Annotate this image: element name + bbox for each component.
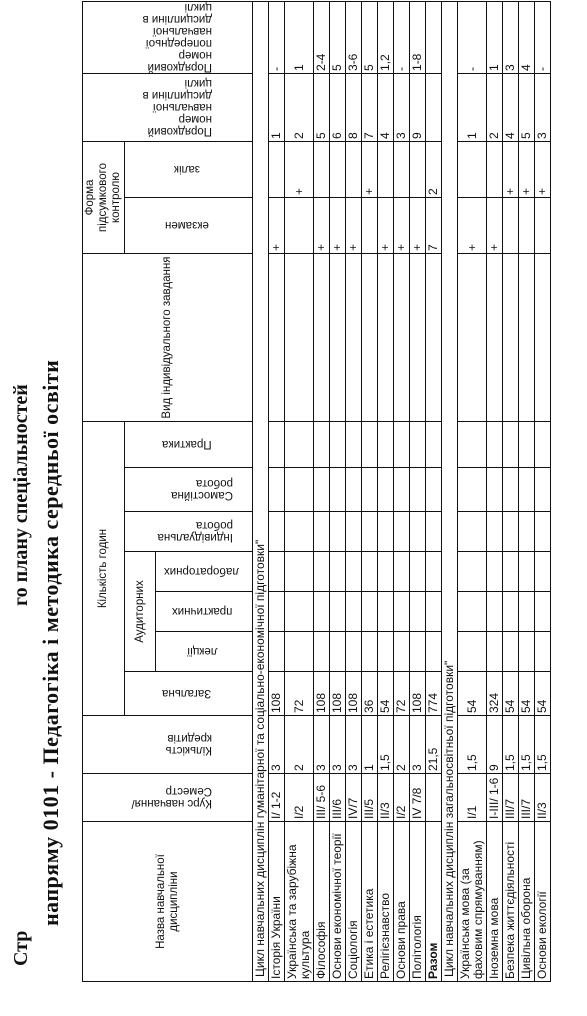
table-row: [285, 1, 314, 981]
cell-individual-task: [426, 254, 442, 422]
cell-prev: 3: [503, 1, 519, 73]
cell-total: 36: [362, 672, 378, 716]
header-hours-group: Кількість годин: [83, 422, 125, 716]
cell-credits: 2: [394, 716, 410, 774]
cell-practical: [330, 592, 346, 632]
header-name: Назва навчальної дисципліни: [83, 822, 253, 982]
cell-credits: 1,5: [535, 716, 551, 774]
table-row: [458, 1, 487, 981]
cell-lab: [426, 552, 442, 592]
cell-order: 5: [519, 73, 535, 141]
cell-zalik: [487, 141, 503, 197]
cell-credits: 3: [410, 716, 426, 774]
section-header-humanities: [253, 1, 269, 981]
cell-lab: [346, 552, 362, 592]
cell-prev: -: [269, 1, 285, 73]
cell-individual-task: [269, 254, 285, 422]
cell-practical: [346, 592, 362, 632]
table-row: [535, 1, 551, 981]
cell-practice: [535, 422, 551, 468]
cell-practice: [269, 422, 285, 468]
curriculum-table: [82, 1, 551, 982]
cell-course: IV 7/8: [410, 774, 426, 822]
cell-practical: [394, 592, 410, 632]
cell-lectures: [314, 632, 330, 672]
header-zalik: залік: [125, 141, 253, 197]
cell-lectures: [426, 632, 442, 672]
cell-course: II/3: [535, 774, 551, 822]
cell-credits: 2: [285, 716, 314, 774]
header-credits: Кількість кредитів: [83, 716, 253, 774]
cell-course: [426, 774, 442, 822]
header-practical: практичних: [156, 592, 253, 632]
cell-practice: [378, 422, 394, 468]
cell-lectures: [487, 632, 503, 672]
cell-individual-work: [330, 512, 346, 552]
header-order-in-cycle: Порядковий номер навчальної дисципліни в циклі: [83, 73, 253, 141]
cell-individual-work: [314, 512, 330, 552]
cell-exam: [503, 198, 519, 254]
cell-self-work: [519, 468, 535, 512]
cell-lab: [535, 552, 551, 592]
table-row: [362, 1, 378, 981]
cell-order: 1: [458, 73, 487, 141]
cell-self-work: [535, 468, 551, 512]
header-lab: лабораторних: [156, 552, 253, 592]
cell-name: Історія України: [269, 822, 285, 982]
cell-lab: [487, 552, 503, 592]
cell-self-work: [503, 468, 519, 512]
cell-credits: 3: [314, 716, 330, 774]
cell-credits: 3: [346, 716, 362, 774]
cell-credits: 9: [487, 716, 503, 774]
cell-prev: -: [458, 1, 487, 73]
cell-lectures: [503, 632, 519, 672]
cell-course: I/2: [394, 774, 410, 822]
cell-course: II/3: [378, 774, 394, 822]
table-row: [314, 1, 330, 981]
cell-zalik: [346, 141, 362, 197]
cell-individual-work: [394, 512, 410, 552]
cell-name: Релігієзнавство: [378, 822, 394, 982]
cell-individual-task: [535, 254, 551, 422]
cell-practice: [458, 422, 487, 468]
cell-lectures: [394, 632, 410, 672]
cell-practice: [346, 422, 362, 468]
cell-practice: [285, 422, 314, 468]
cell-name: Українська та зарубіжна культура: [285, 822, 314, 982]
table-row: [330, 1, 346, 981]
cell-individual-work: [487, 512, 503, 552]
table-row: [269, 1, 285, 981]
cell-name: Основи економічної теорії: [330, 822, 346, 982]
cell-prev: 1: [487, 1, 503, 73]
table-row: [378, 1, 394, 981]
cell-exam: [535, 198, 551, 254]
cell-practice: [362, 422, 378, 468]
cell-lectures: [410, 632, 426, 672]
cell-order: 3: [394, 73, 410, 141]
header-course: Курс навчання/ Семестр: [83, 774, 253, 822]
cell-prev: 2-4: [314, 1, 330, 73]
cell-zalik: +: [285, 141, 314, 197]
cell-exam: +: [378, 198, 394, 254]
cell-practical: [410, 592, 426, 632]
header-order-prerequisite: Порядковий номер попередньої навчальної дисципліни в циклі: [83, 1, 253, 73]
cell-individual-work: [378, 512, 394, 552]
cell-zalik: 2: [426, 141, 442, 197]
cell-practice: [426, 422, 442, 468]
cell-credits: 3: [330, 716, 346, 774]
cell-course: III/7: [503, 774, 519, 822]
cell-individual-task: [330, 254, 346, 422]
cell-exam: +: [410, 198, 426, 254]
cell-prev: 4: [519, 1, 535, 73]
cell-self-work: [458, 468, 487, 512]
cell-order: 2: [487, 73, 503, 141]
cell-zalik: +: [503, 141, 519, 197]
cell-lectures: [330, 632, 346, 672]
cell-practical: [519, 592, 535, 632]
cell-individual-task: [410, 254, 426, 422]
cell-exam: [519, 198, 535, 254]
cell-individual-work: [285, 512, 314, 552]
cell-lab: [410, 552, 426, 592]
table-row: [394, 1, 410, 981]
cell-lab: [330, 552, 346, 592]
cell-lab: [269, 552, 285, 592]
cell-individual-work: [426, 512, 442, 552]
header-self-work: Самостійна робота: [125, 468, 253, 512]
cell-order: 7: [362, 73, 378, 141]
cell-course: III/ 5-6: [314, 774, 330, 822]
cell-lectures: [519, 632, 535, 672]
cell-practical: [535, 592, 551, 632]
cell-individual-work: [503, 512, 519, 552]
cell-name: Філософія: [314, 822, 330, 982]
cell-individual-work: [535, 512, 551, 552]
cell-lab: [285, 552, 314, 592]
cell-lab: [362, 552, 378, 592]
cell-individual-work: [346, 512, 362, 552]
cell-name: Етика і естетика: [362, 822, 378, 982]
table-body: [253, 1, 551, 981]
cell-exam: +: [314, 198, 330, 254]
cell-exam: +: [394, 198, 410, 254]
table-row: [503, 1, 519, 981]
cell-practical: [426, 592, 442, 632]
cell-name: Основи екології: [535, 822, 551, 982]
cell-zalik: +: [519, 141, 535, 197]
cell-practical: [314, 592, 330, 632]
cell-exam: [285, 198, 314, 254]
cell-order: 5: [314, 73, 330, 141]
cell-zalik: [269, 141, 285, 197]
header-individual-work: Індивідуальна робота: [125, 512, 253, 552]
cell-practical: [503, 592, 519, 632]
cell-total: 108: [269, 672, 285, 716]
title-line-2: напряму 0101 - Педагогіка і методика середньої освіти: [38, 359, 63, 926]
cell-lectures: [535, 632, 551, 672]
cell-practical: [458, 592, 487, 632]
cell-individual-work: [458, 512, 487, 552]
cell-total: 54: [519, 672, 535, 716]
cell-self-work: [487, 468, 503, 512]
cell-course: III/6: [330, 774, 346, 822]
cell-self-work: [378, 468, 394, 512]
cell-practice: [410, 422, 426, 468]
cell-individual-work: [519, 512, 535, 552]
cell-credits: 3: [269, 716, 285, 774]
cell-total: 54: [503, 672, 519, 716]
cell-course: III/5: [362, 774, 378, 822]
cell-credits: 1,5: [458, 716, 487, 774]
section-header-humanities-label: Цикл навчальних дисциплін гуманітарної та соціально-економічної підготовки": [253, 1, 269, 981]
cell-self-work: [394, 468, 410, 512]
cell-prev: 1,2: [378, 1, 394, 73]
cell-individual-task: [487, 254, 503, 422]
cell-practical: [285, 592, 314, 632]
header-practice: Практика: [125, 422, 253, 468]
cell-zalik: [314, 141, 330, 197]
cell-course: I/1: [458, 774, 487, 822]
cell-prev: 5: [362, 1, 378, 73]
cell-total: 54: [378, 672, 394, 716]
cell-total: 324: [487, 672, 503, 716]
section-header-general-label: Цикл навчальних дисциплін загальносвітньої підготовки": [442, 1, 458, 981]
cell-individual-task: [519, 254, 535, 422]
header-exam: екзамен: [125, 198, 253, 254]
cell-practical: [378, 592, 394, 632]
cell-practical: [362, 592, 378, 632]
title-line-1-right: го плану спеціальностей: [10, 384, 32, 606]
cell-self-work: [426, 468, 442, 512]
cell-order: 2: [285, 73, 314, 141]
cell-lab: [314, 552, 330, 592]
cell-lab: [503, 552, 519, 592]
cell-lectures: [346, 632, 362, 672]
cell-lectures: [378, 632, 394, 672]
cell-name: Безпека життєдіяльності: [503, 822, 519, 982]
cell-exam: +: [269, 198, 285, 254]
cell-name: Цивільна оборона: [519, 822, 535, 982]
cell-name: Основи права: [394, 822, 410, 982]
cell-individual-task: [362, 254, 378, 422]
cell-lab: [394, 552, 410, 592]
cell-practice: [330, 422, 346, 468]
title-line-1-left: Стр: [10, 930, 32, 966]
cell-lectures: [285, 632, 314, 672]
cell-individual-task: [458, 254, 487, 422]
cell-individual-work: [410, 512, 426, 552]
cell-total: 54: [535, 672, 551, 716]
cell-total: 108: [330, 672, 346, 716]
cell-lab: [458, 552, 487, 592]
cell-practice: [394, 422, 410, 468]
cell-exam: [362, 198, 378, 254]
cell-prev: [426, 1, 442, 73]
cell-individual-task: [503, 254, 519, 422]
cell-order: 4: [378, 73, 394, 141]
cell-prev: 1: [285, 1, 314, 73]
cell-zalik: [330, 141, 346, 197]
cell-lab: [378, 552, 394, 592]
table-row: [487, 1, 503, 981]
cell-course: III/7: [519, 774, 535, 822]
cell-individual-work: [269, 512, 285, 552]
cell-individual-task: [314, 254, 330, 422]
cell-self-work: [362, 468, 378, 512]
cell-credits: 1,5: [378, 716, 394, 774]
cell-practical: [487, 592, 503, 632]
header-total: Загальна: [125, 672, 253, 716]
cell-practice: [519, 422, 535, 468]
cell-total: 54: [458, 672, 487, 716]
cell-course: IV/7: [346, 774, 362, 822]
header-individual-task: Вид індивідуального завдання: [83, 254, 253, 422]
cell-individual-task: [394, 254, 410, 422]
cell-name: Іноземна мова: [487, 822, 503, 982]
cell-exam: +: [458, 198, 487, 254]
cell-zalik: [410, 141, 426, 197]
cell-exam: 7: [426, 198, 442, 254]
cell-credits: 21,5: [426, 716, 442, 774]
cell-self-work: [346, 468, 362, 512]
table-row: [426, 1, 442, 981]
cell-zalik: [378, 141, 394, 197]
cell-order: 9: [410, 73, 426, 141]
cell-practice: [503, 422, 519, 468]
cell-total: 774: [426, 672, 442, 716]
cell-course: I/2: [285, 774, 314, 822]
cell-zalik: [458, 141, 487, 197]
cell-order: 6: [330, 73, 346, 141]
header-auditory: Аудиторних: [125, 552, 156, 672]
table-row: [346, 1, 362, 981]
cell-exam: +: [330, 198, 346, 254]
cell-credits: 1: [362, 716, 378, 774]
title-block: [0, 0, 70, 1016]
cell-prev: 1-8: [410, 1, 426, 73]
cell-practice: [487, 422, 503, 468]
cell-lab: [519, 552, 535, 592]
cell-lectures: [269, 632, 285, 672]
cell-total: 72: [394, 672, 410, 716]
cell-name: Разом: [426, 822, 442, 982]
cell-practice: [314, 422, 330, 468]
cell-zalik: +: [362, 141, 378, 197]
cell-prev: -: [535, 1, 551, 73]
cell-self-work: [314, 468, 330, 512]
cell-total: 72: [285, 672, 314, 716]
cell-order: 4: [503, 73, 519, 141]
cell-self-work: [269, 468, 285, 512]
cell-lectures: [362, 632, 378, 672]
table-row: [410, 1, 426, 981]
cell-individual-work: [362, 512, 378, 552]
cell-individual-task: [285, 254, 314, 422]
cell-zalik: [394, 141, 410, 197]
cell-total: 108: [314, 672, 330, 716]
cell-prev: -: [394, 1, 410, 73]
cell-self-work: [330, 468, 346, 512]
cell-course: I/ 1-2: [269, 774, 285, 822]
cell-self-work: [410, 468, 426, 512]
section-header-general: [442, 1, 458, 981]
cell-name: Політологія: [410, 822, 426, 982]
header-lectures: лекції: [156, 632, 253, 672]
header-control-form: Форма підсумкового контролю: [83, 141, 125, 253]
cell-lectures: [458, 632, 487, 672]
cell-credits: 1,5: [519, 716, 535, 774]
cell-order: 1: [269, 73, 285, 141]
table-row: [519, 1, 535, 981]
table-header: [83, 1, 253, 981]
cell-individual-task: [346, 254, 362, 422]
cell-prev: 5: [330, 1, 346, 73]
cell-credits: 1,5: [503, 716, 519, 774]
cell-exam: +: [487, 198, 503, 254]
cell-prev: 3-6: [346, 1, 362, 73]
cell-individual-task: [378, 254, 394, 422]
cell-order: 3: [535, 73, 551, 141]
cell-course: I-III/ 1-6: [487, 774, 503, 822]
cell-zalik: +: [535, 141, 551, 197]
cell-total: 108: [346, 672, 362, 716]
cell-order: 8: [346, 73, 362, 141]
cell-order: [426, 73, 442, 141]
cell-name: Українська мова (за фаховим спрямуванням): [458, 822, 487, 982]
cell-total: 108: [410, 672, 426, 716]
cell-name: Соціологія: [346, 822, 362, 982]
cell-self-work: [285, 468, 314, 512]
cell-exam: +: [346, 198, 362, 254]
cell-practical: [269, 592, 285, 632]
